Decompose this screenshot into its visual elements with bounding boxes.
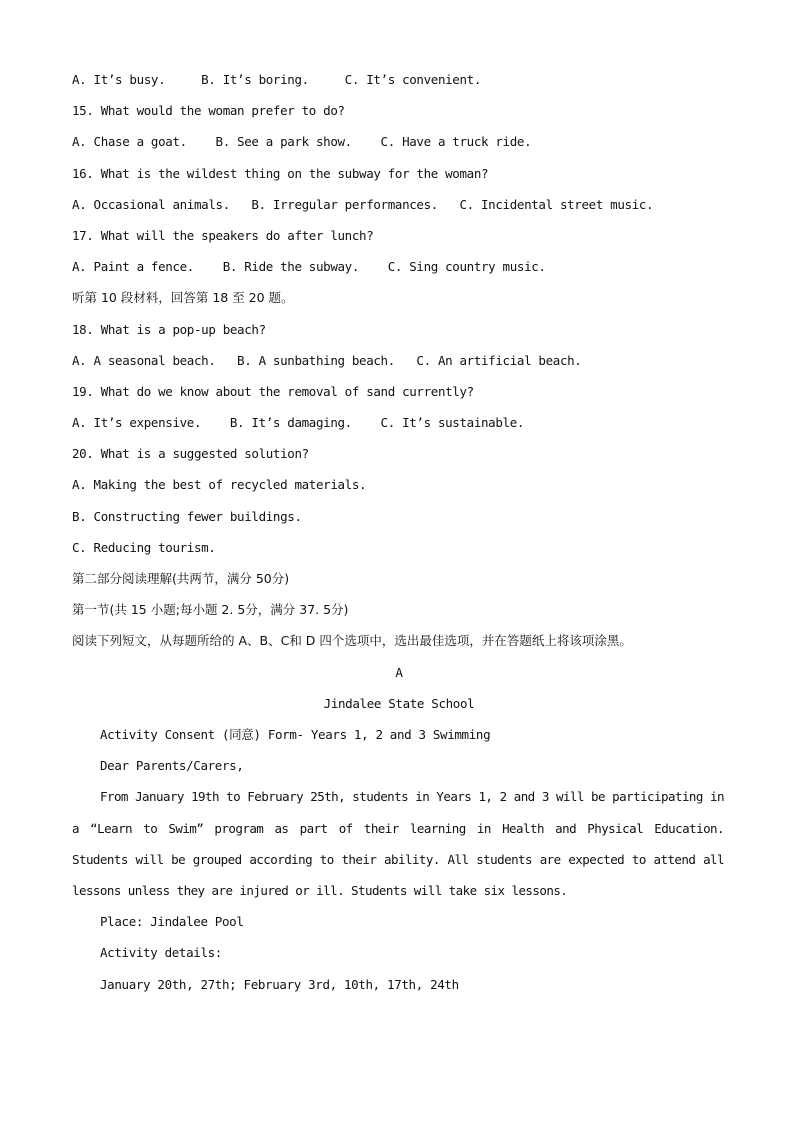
activity-details-label: Activity details: (100, 945, 222, 961)
passage-title: Jindalee State School (323, 695, 475, 711)
q19-question: 19. What do we know about the removal of sand currently? (72, 383, 474, 399)
q19-options: A. It’s expensive. B. It’s damaging. C. It’s sustainable. (72, 415, 525, 431)
q16-options: A. Occasional animals. B. Irregular performances. C. Incidental street music. (72, 196, 654, 212)
q20-option-c: C. Reducing tourism. (72, 539, 216, 555)
q17-options: A. Paint a fence. B. Ride the subway. C. Sing country music. (72, 259, 546, 275)
document-page (72, 64, 726, 1000)
body-paragraph: From January 19th to February 25th, students in Years 1, 2 and 3 will be participating in a “Learn to Swim” program as part of their learning in Health and Physical Education. Students will be grouped according to their ability. All students are expected to attend all lessons unless they are injured or ill. Students will take six lessons. (72, 789, 724, 898)
q14-options: A. It’s busy. B. It’s boring. C. It’s convenient. (72, 72, 482, 87)
q18-options: A. A seasonal beach. B. A sunbathing beach. C. An artificial beach. (72, 352, 582, 368)
q17-question: 17. What will the speakers do after lunch? (72, 227, 374, 243)
section-instruction-10: 听第 10 段材料，回答第 18 至 20 题。 (72, 290, 294, 306)
q20-question: 20. What is a suggested solution? (72, 446, 309, 462)
part-two-heading: 第二部分阅读理解(共两节，满分 50分) (72, 571, 290, 586)
q20-option-b: B. Constructing fewer buildings. (72, 508, 302, 524)
form-title: Activity Consent (同意) Form- Years 1, 2 and 3 Swimming (100, 726, 491, 742)
reading-instruction: 阅读下列短文，从每题所给的 A、B、C和 D 四个选项中，选出最佳选项，并在答题纸上将该项涂黑。 (72, 633, 632, 649)
q15-question: 15. What would the woman prefer to do? (72, 103, 345, 119)
section-one-heading: 第一节(共 15 小题;每小题 2. 5分，满分 37. 5分) (72, 602, 349, 618)
q20-option-a: A. Making the best of recycled materials. (72, 477, 367, 493)
q15-options: A. Chase a goat. B. See a park show. C. Have a truck ride. (72, 134, 532, 150)
salutation: Dear Parents/Carers, (100, 758, 244, 774)
passage-label: A (395, 664, 403, 680)
q16-question: 16. What is the wildest thing on the subway for the woman? (72, 165, 489, 181)
q18-question: 18. What is a pop-up beach? (72, 321, 266, 337)
activity-dates: January 20th, 27th; February 3rd, 10th, 17th, 24th (100, 976, 459, 992)
place-line: Place: Jindalee Pool (100, 914, 244, 930)
